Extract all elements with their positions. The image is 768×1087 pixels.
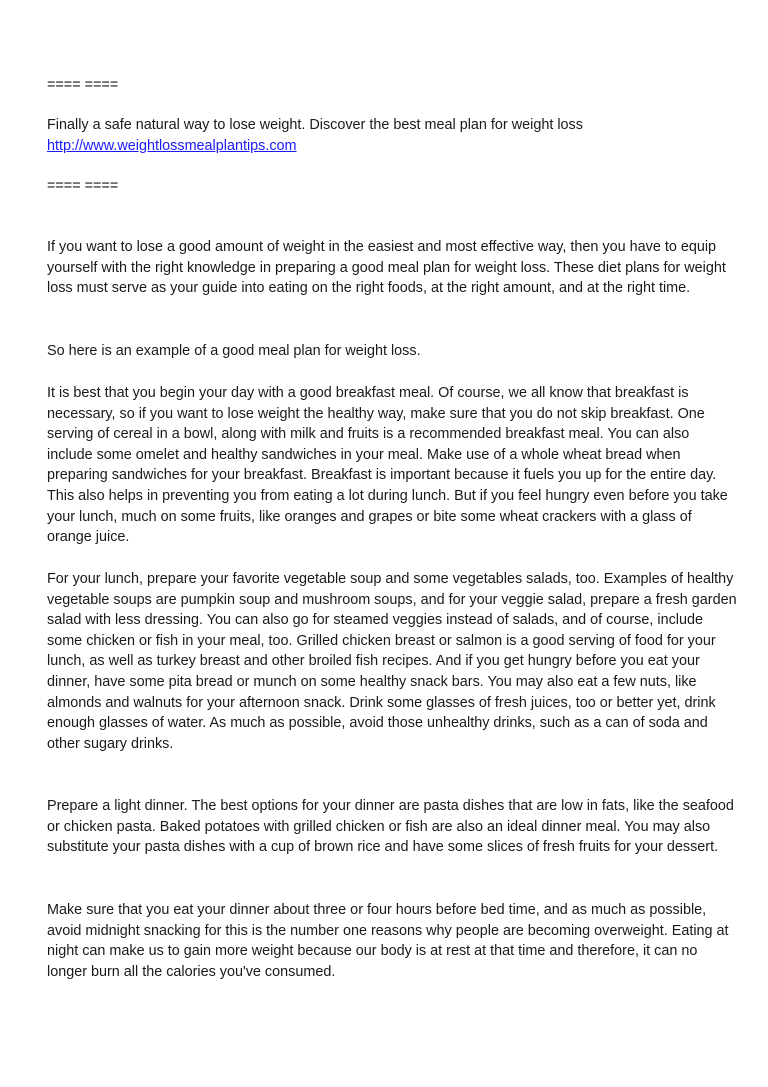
promo-link[interactable]: http://www.weightlossmealplantips.com [47,137,297,154]
separator-bottom: ==== ==== [47,178,119,194]
paragraph-intro: If you want to lose a good amount of weight in the easiest and most effective way, then you have to equip yourself with the right knowledge in preparing a good meal plan for weight loss. These diet plans for weight loss must serve as your guide into eating on the right foods, at the right amount, and at the right time. [47,239,726,297]
paragraph-breakfast: It is best that you begin your day with a good breakfast meal. Of course, we all know that breakfast is necessary, so if you want to lose weight the healthy way, make sure that you do not skip breakfast. One serving of cereal in a bowl, along with milk and fruits is a recommended breakfast meal. You can also include some omelet and healthy sandwiches in your meal. Make use of a whole wheat bread when preparing sandwiches for your breakfast. Breakfast is important because it fuels you up for the entire day. This also helps in preventing you from eating a lot during lunch. But if you feel hungry even before you take your lunch, much on some fruits, like oranges and grapes or bite some wheat crackers with a glass of orange juice. [47,385,728,546]
paragraph-timing: Make sure that you eat your dinner about three or four hours before bed time, and as much as possible, avoid midnight snacking for this is the number one reasons why people are becoming overweight. Eating at night can make us to gain more weight because our body is at rest at that time and therefore, it can no longer burn all the calories you've consumed. [47,902,729,980]
paragraph-example: So here is an example of a good meal plan for weight loss. [47,343,421,359]
paragraph-lunch: For your lunch, prepare your favorite vegetable soup and some vegetables salads, too. Examples of healthy vegetable soups are pumpkin soup and mushroom soups, and for your veggie salad, prepare a fresh garden salad with less dressing. You can also go for steamed veggies instead of salads, and of course, include some chicken or fish in your meal, too. Grilled chicken breast or salmon is a good serving of food for your lunch, as well as turkey breast and other broiled fish recipes. And if you get hungry before you eat your dinner, have some pita bread or munch on some healthy snack bars. You may also eat a few nuts, like almonds and walnuts for your afternoon snack. Drink some glasses of fresh juices, too or better yet, drink enough glasses of water. As much as possible, avoid those unhealthy drinks, such as a can of soda and other sugary drinks. [47,571,737,752]
promo-text: Finally a safe natural way to lose weight. Discover the best meal plan for weight loss [47,117,583,133]
paragraph-dinner: Prepare a light dinner. The best options for your dinner are pasta dishes that are low in fats, like the seafood or chicken pasta. Baked potatoes with grilled chicken or fish are also an ideal dinner meal. You may also substitute your pasta dishes with a cup of brown rice and have some slices of fresh fruits for your dessert. [47,798,734,856]
promo-block [47,115,737,156]
separator-top: ==== ==== [47,77,119,93]
